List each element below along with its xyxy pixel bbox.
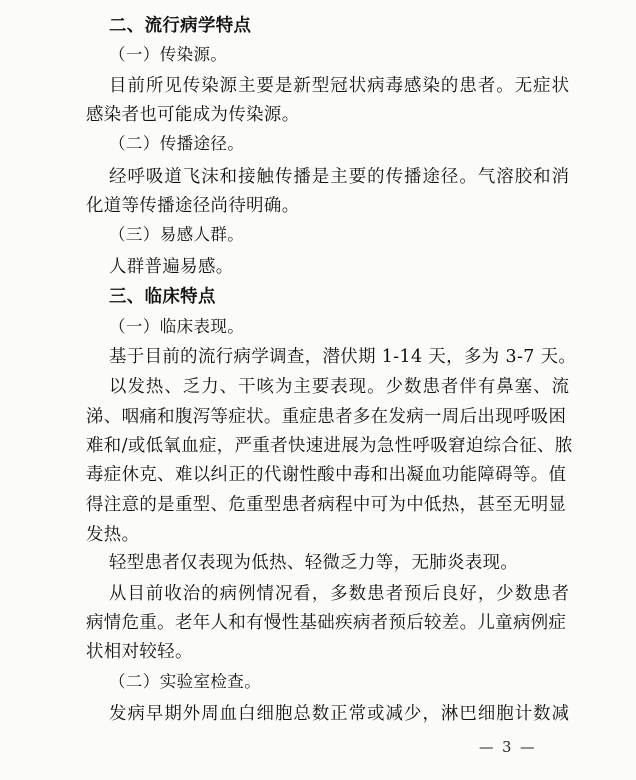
subheading-clinical-manifestations: （一）临床表现。 xyxy=(109,317,245,336)
paragraph-line: 经呼吸道飞沫和接触传播是主要的传播途径。气溶胶和消 xyxy=(109,167,571,187)
paragraph-line: 得注意的是重型、危重型患者病程中可为中低热，甚至无明显 xyxy=(86,495,567,515)
subheading-susceptible-population: （三）易感人群。 xyxy=(109,225,245,244)
section-heading-clinical-features: 三、临床特点 xyxy=(109,287,216,307)
section-heading-epidemiology: 二、流行病学特点 xyxy=(109,16,252,36)
paragraph-line: 从目前收治的病例情况看，多数患者预后良好，少数患者 xyxy=(109,584,571,604)
paragraph-line: 状相对较轻。 xyxy=(86,642,193,662)
paragraph-line: 难和/或低氧血症，严重者快速进展为急性呼吸窘迫综合征、脓 xyxy=(86,436,573,456)
page-number: — 3 — xyxy=(479,740,537,756)
subheading-transmission-route: （二）传播途径。 xyxy=(109,134,245,153)
paragraph-line: 化道等传播途径尚待明确。 xyxy=(86,196,300,216)
paragraph-line: 发病早期外周血白细胞总数正常或减少，淋巴细胞计数减 xyxy=(109,704,571,724)
subheading-source-of-infection: （一）传染源。 xyxy=(109,45,228,64)
paragraph-line: 以发热、乏力、干咳为主要表现。少数患者伴有鼻塞、流 xyxy=(109,377,571,397)
paragraph-line: 涕、咽痛和腹泻等症状。重症患者多在发病一周后出现呼吸困 xyxy=(86,407,567,427)
paragraph-line: 病情危重。老年人和有慢性基础疾病者预后较差。儿童病例症 xyxy=(86,613,567,633)
paragraph-line: 毒症休克、难以纠正的代谢性酸中毒和出凝血功能障碍等。值 xyxy=(86,465,567,485)
paragraph-line: 轻型患者仅表现为低热、轻微乏力等，无肺炎表现。 xyxy=(109,553,519,573)
subheading-laboratory-tests: （二）实验室检查。 xyxy=(109,672,262,691)
paragraph-line: 人群普遍易感。 xyxy=(109,257,234,277)
paragraph-line: 目前所见传染源主要是新型冠状病毒感染的患者。无症状 xyxy=(109,76,571,96)
paragraph-line: 基于目前的流行病学调查，潜伏期 1-14 天，多为 3-7 天。 xyxy=(109,347,577,367)
paragraph-line: 发热。 xyxy=(86,525,140,545)
paragraph-line: 感染者也可能成为传染源。 xyxy=(86,105,300,125)
